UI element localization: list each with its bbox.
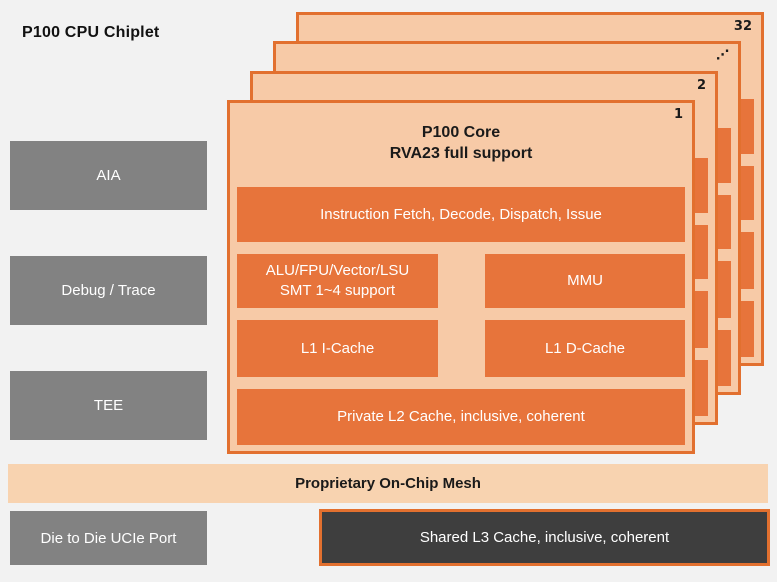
shared-l3-cache-label: Shared L3 Cache, inclusive, coherent <box>419 529 670 546</box>
debug-trace-block <box>10 256 207 325</box>
tee-block <box>10 371 207 440</box>
mmu-label: MMU <box>567 272 603 289</box>
core-title-line1: P100 Core <box>421 124 501 141</box>
debug-trace-label: Debug / Trace <box>61 282 156 299</box>
fetch-decode-dispatch-box <box>237 187 685 242</box>
die-to-die-ucie-port-label: Die to Die UCIe Port <box>40 529 177 547</box>
tee-label: TEE <box>93 397 124 414</box>
l1-icache-box <box>237 320 438 377</box>
core-card-1-number: 1 <box>673 107 683 122</box>
private-l2-cache-box <box>237 389 685 445</box>
core-card-1 <box>227 100 695 454</box>
core-card-ellipsis-number: ⋰ <box>716 48 729 63</box>
core-card-32-number: 32 <box>733 19 752 34</box>
page-title: P100 CPU Chiplet <box>22 24 160 41</box>
shared-l3-cache-block <box>319 509 770 566</box>
private-l2-cache-label: Private L2 Cache, inclusive, coherent <box>337 408 585 425</box>
core-card-2-number: 2 <box>696 78 706 93</box>
on-chip-mesh-bar <box>8 464 768 503</box>
l1-dcache-box <box>485 320 685 377</box>
aia-label: AIA <box>96 167 121 184</box>
mmu-box <box>485 254 685 308</box>
alu-label-line2: SMT 1~4 support <box>279 282 396 299</box>
alu-label-line1: ALU/FPU/Vector/LSU <box>265 262 410 279</box>
core-title-line2: RVA23 full support <box>389 145 533 162</box>
alu-fpu-vector-lsu-box <box>237 254 438 308</box>
fetch-decode-dispatch-label: Instruction Fetch, Decode, Dispatch, Issue <box>320 205 602 223</box>
l1-icache-label: L1 I-Cache <box>300 339 375 357</box>
aia-block <box>10 141 207 210</box>
core-card-title <box>230 122 692 164</box>
l1-dcache-label: L1 D-Cache <box>544 339 626 357</box>
die-to-die-ucie-port-block <box>10 511 207 565</box>
on-chip-mesh-label: Proprietary On-Chip Mesh <box>295 475 481 492</box>
